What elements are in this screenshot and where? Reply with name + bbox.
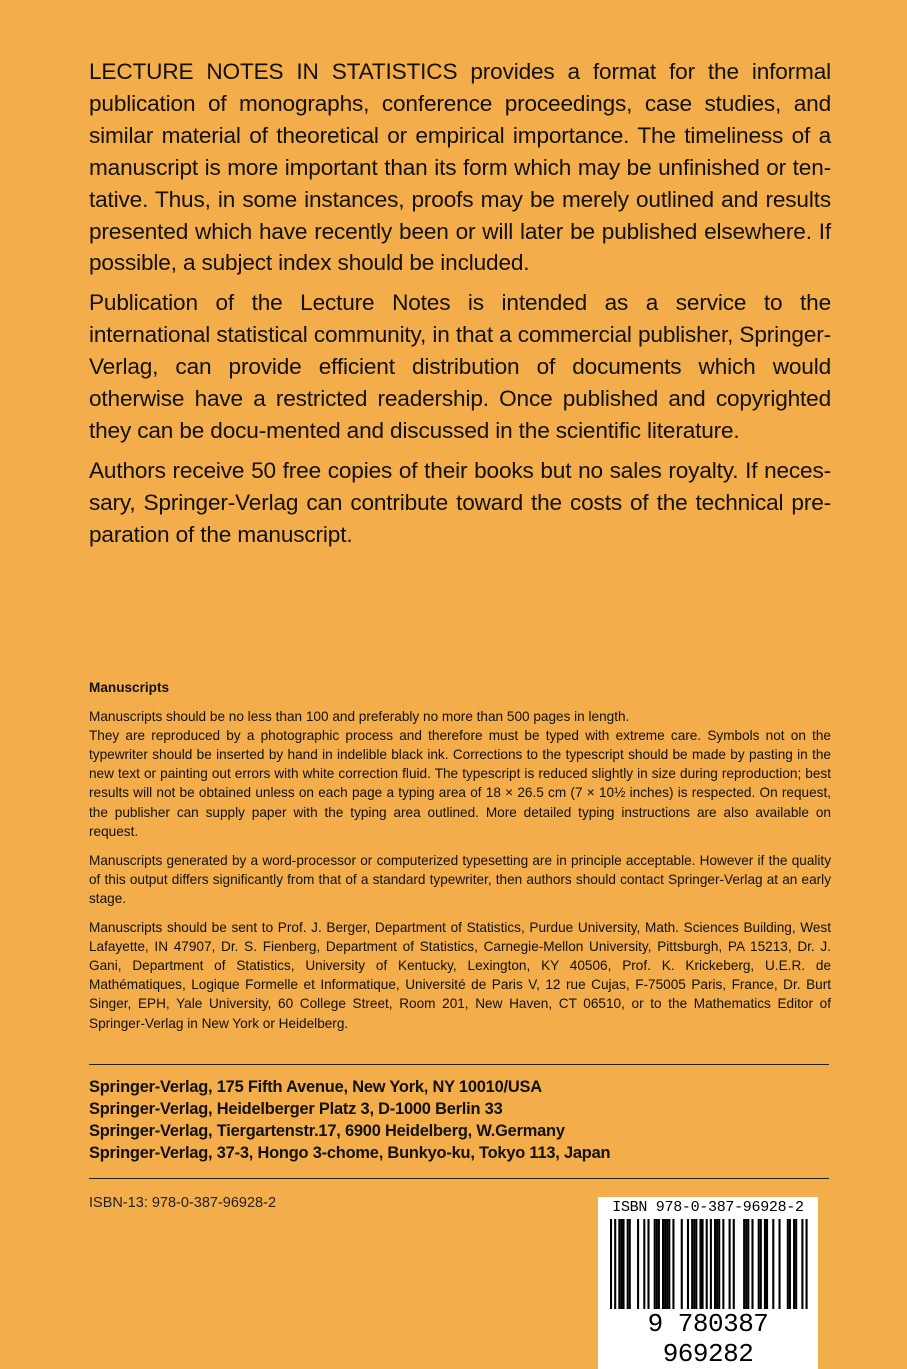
barcode-bar [806,1219,808,1315]
isbn-label: ISBN-13: 978-0-387-96928-2 [89,1195,277,1211]
barcode-bar [787,1219,789,1315]
manuscripts-section [89,678,831,1043]
barcode-bar [718,1219,720,1315]
address-new-york: Springer-Verlag, 175 Fifth Avenue, New York, NY 10010/USA [89,1078,542,1096]
barcode-bar [662,1219,664,1315]
divider-bottom [89,1178,829,1179]
barcode-bar [691,1219,693,1315]
barcode-bar [751,1219,753,1315]
barcode-bar [772,1219,774,1315]
manuscripts-paragraph-length: Manuscripts should be no less than 100 and preferably no more than 500 pages in length. [89,709,630,725]
barcode-bar [801,1219,803,1315]
barcode-bar [627,1219,629,1315]
barcode-bar [729,1219,731,1315]
manuscripts-paragraph-typing: They are reproduced by a photographic process and therefore must be typed with extreme care. Symbols not on the typewriter should be inserted by hand in indelible black ink. Corrections to the typescript should be made by pasting in the new text or painting out errors with white correction fluid. The typescript is reduced slightly in size during reproduction; best results will not be obtained unless on each page a typing area of 18 × 26.5 cm (7 × 10½ inches) is respected. On request, the publisher can supply paper with the typing area outlined. More detailed typing instructions are also available on request. [89,728,831,839]
address-berlin: Springer-Verlag, Heidelberger Platz 3, D-1000 Berlin 33 [89,1100,503,1118]
barcode-bar [618,1219,620,1315]
barcode-bar [758,1219,760,1315]
barcode-bar [747,1219,749,1315]
barcode-bar [693,1219,695,1315]
barcode-bar [658,1219,660,1315]
intro-text [89,56,831,559]
barcode-bar [789,1219,791,1315]
barcode-digits: 9 780387 969282 [598,1309,818,1369]
barcode-bar [666,1219,668,1315]
barcode-bar [778,1219,780,1315]
manuscripts-heading: Manuscripts [89,680,170,695]
barcode-bar [722,1219,724,1315]
barcode-bar [710,1219,712,1315]
manuscripts-paragraph-wordprocessor: Manuscripts generated by a word-processor or computerized typesetting are in principle acceptable. However if the quality of this output differs significantly from that of a standard typewriter, then authors should contact Springer-Verlag at an early stage. [89,852,831,906]
barcode-bar [656,1219,658,1315]
barcode-bar [664,1219,666,1315]
barcode-bar [699,1219,701,1315]
barcode-bar [695,1219,697,1315]
barcode-bar [610,1219,612,1315]
intro-paragraph-1: LECTURE NOTES IN STATISTICS provides a format for the informal publication of monographs, conference proceedings, case studies, and similar material of theoretical or empirical importance. The timeliness of a manuscript is more important than its form which may be unfinished or ten-tative. Thus, in some instances, proofs may be merely outlined and results presented which have recently been or will later be published elsewhere. If possible, a subject index should be included. [89,59,831,276]
barcode-bar [795,1219,797,1315]
barcode-bar [702,1219,704,1315]
isbn-barcode [598,1197,818,1369]
barcode-bar [687,1219,689,1315]
barcode-bar [743,1219,745,1315]
barcode-bar [681,1219,683,1315]
barcode-bar [766,1219,768,1315]
barcode-bar [745,1219,747,1315]
barcode-bar [793,1219,795,1315]
barcode-bar [733,1219,735,1315]
barcode-bar [706,1219,708,1315]
barcode-bar [760,1219,762,1315]
barcode-header: ISBN 978-0-387-96928-2 [612,1199,804,1216]
manuscripts-paragraph-addresses: Manuscripts should be sent to Prof. J. Berger, Department of Statistics, Purdue University, Math. Sciences Building, West Lafayette, IN 47907, Dr. S. Fienberg, Department of Statistics, Carnegie-Mellon University, Pittsburgh, PA 15213, Dr. J. Gani, Department of Statistics, University of Kentucky, Lexington, KY 40506, Prof. K. Krickeberg, U.E.R. de Mathématiques, Logique Formelle et Informatique, Université de Paris V, 12 rue Cujas, F-75005 Paris, France, Dr. Burt Singer, EPH, Yale University, 60 College Street, Room 201, New Haven, CT 06510, or to the Mathematics Editor of Springer-Verlag in New York or Heidelberg. [89,920,831,1031]
barcode-bar [668,1219,670,1315]
intro-paragraph-2: Publication of the Lecture Notes is intended as a service to the international statistical community, in that a commercial publisher, Springer-Verlag, can provide efficient distribution of documents which would otherwise have a restricted readership. Once published and copyrighted they can be docu-mented and discussed in the scientific literature. [89,290,831,443]
barcode-bar [716,1219,718,1315]
barcode-bar [672,1219,674,1315]
barcode-bar [620,1219,622,1315]
barcode-bar [622,1219,624,1315]
barcode-bar [643,1219,645,1315]
barcode-bar [614,1219,616,1315]
divider-top [89,1064,829,1065]
publisher-addresses [89,1076,831,1164]
address-heidelberg: Springer-Verlag, Tiergartenstr.17, 6900 Heidelberg, W.Germany [89,1122,565,1140]
intro-paragraph-3: Authors receive 50 free copies of their books but no sales royalty. If neces-sary, Springer-Verlag can contribute toward the costs of the technical pre-paration of the manuscript. [89,457,831,547]
barcode-bar [764,1219,766,1315]
barcode-bar [647,1219,649,1315]
barcode-bar [714,1219,716,1315]
barcode-bar [637,1219,639,1315]
barcode-bar [629,1219,631,1315]
address-tokyo: Springer-Verlag, 37-3, Hongo 3-chome, Bunkyo-ku, Tokyo 113, Japan [89,1144,611,1162]
barcode-bar [654,1219,656,1315]
